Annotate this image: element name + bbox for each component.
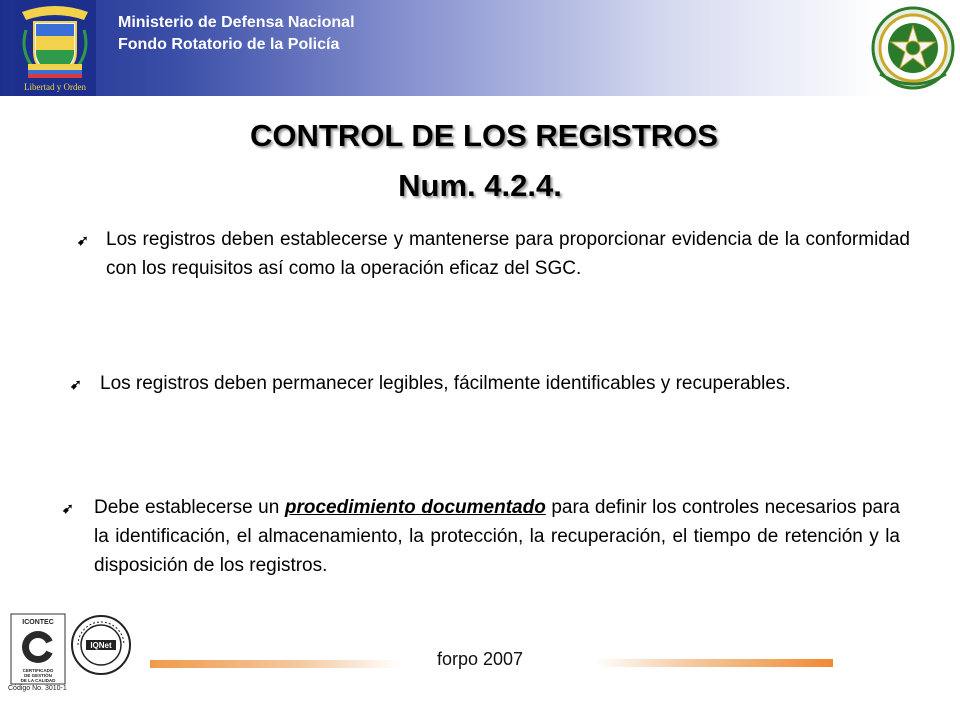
iqnet-certification-logo xyxy=(70,614,132,676)
coat-of-arms-logo xyxy=(14,0,96,96)
bullet-3-intro: Debe establecerse un xyxy=(94,497,285,518)
certificate-code: Código No. 3010-1 xyxy=(8,685,67,692)
svg-text:DE GESTIÓN: DE GESTIÓN xyxy=(24,673,52,678)
bullet-item-2 xyxy=(100,369,904,398)
bullet-3-rest: para definir los controles necesarios para la identificación, el almacenamiento, la protección, la recuperación, el tiempo de retención y la disposición de los registros. xyxy=(94,497,900,576)
arrow-bullet-icon: ➹ xyxy=(77,232,89,248)
footer-accent-bar-left xyxy=(150,660,400,668)
bullet-text-1: Los registros deben establecerse y mantenerse para proporcionar evidencia de la conformidad con los requisitos así como la operación eficaz del SGC. xyxy=(106,229,910,279)
bullet-item-3 xyxy=(94,493,900,580)
fund-name: Fondo Rotatorio de la Policía xyxy=(118,36,340,53)
page-title: CONTROL DE LOS REGISTROS xyxy=(250,118,718,153)
arrow-bullet-icon: ➹ xyxy=(70,376,82,392)
crest-caption: Libertad y Orden xyxy=(24,82,86,92)
procedure-emphasis: procedimiento documentado xyxy=(284,497,546,518)
svg-text:DE LA CALIDAD: DE LA CALIDAD xyxy=(20,678,56,683)
svg-text:ICONTEC: ICONTEC xyxy=(22,619,54,626)
ministry-name: Ministerio de Defensa Nacional xyxy=(118,14,355,31)
svg-text:IQNet: IQNet xyxy=(90,641,112,650)
section-number: Num. 4.2.4. xyxy=(398,168,562,203)
footer-label: forpo 2007 xyxy=(436,649,524,669)
svg-text:CERTIFICADO: CERTIFICADO xyxy=(22,668,54,673)
bullet-text-3 xyxy=(94,493,900,580)
arrow-bullet-icon: ➹ xyxy=(62,500,74,516)
icontec-certification-logo xyxy=(10,613,66,695)
bullet-text-2: Los registros deben permanecer legibles, fácilmente identificables y recuperables. xyxy=(100,373,791,394)
ministry-header xyxy=(118,12,355,56)
bullet-item-1 xyxy=(106,225,910,283)
footer-accent-bar-right xyxy=(595,659,833,667)
police-seal-logo xyxy=(870,4,956,92)
